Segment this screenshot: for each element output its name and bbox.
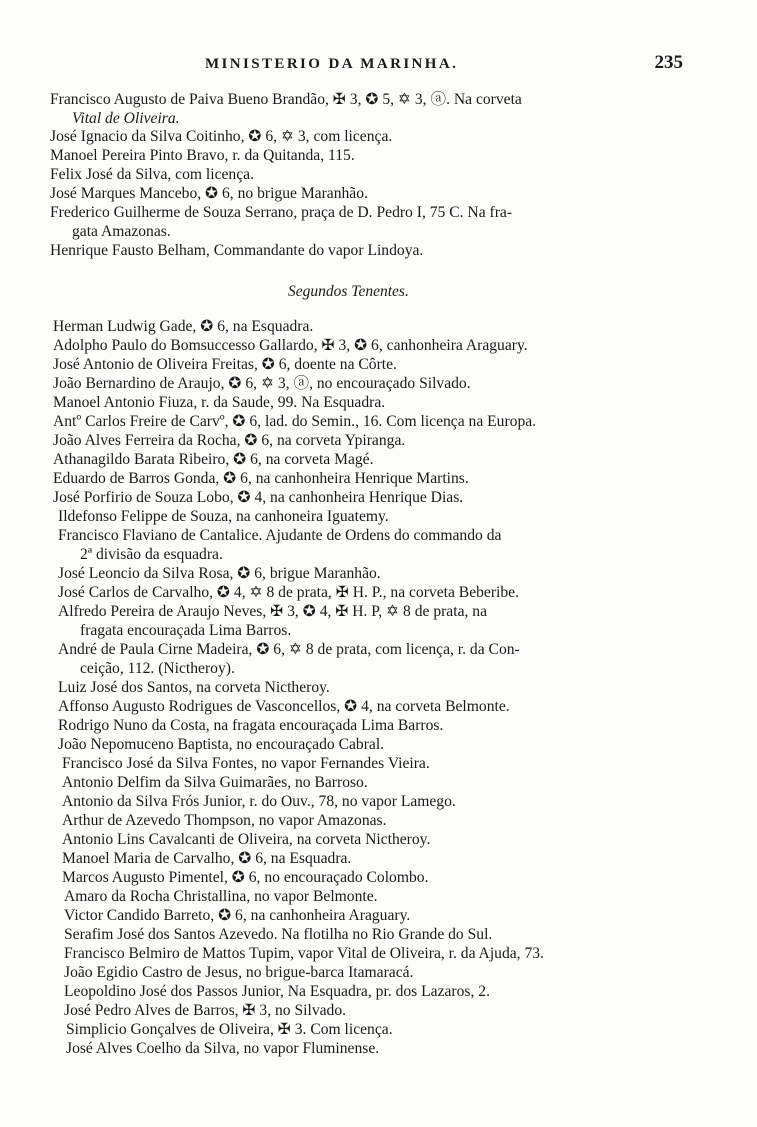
entry-line: José Carlos de Carvalho, ✪ 4, ✡ 8 de prata, ✠ H. P., na corveta Beberibe. bbox=[58, 584, 519, 601]
entry-line: José Ignacio da Silva Coitinho, ✪ 6, ✡ 3, com licença. bbox=[50, 128, 393, 145]
entry-line: Felix José da Silva, com licença. bbox=[50, 166, 254, 183]
section-heading: Segundos Tenentes. bbox=[288, 283, 409, 300]
entry-line: Antº Carlos Freire de Carvº, ✪ 6, lad. do Semin., 16. Com licença na Europa. bbox=[53, 413, 537, 430]
entry-line: Antonio da Silva Frós Junior, r. do Ouv., 78, no vapor Lamego. bbox=[62, 793, 456, 810]
entry-line: Francisco Augusto de Paiva Bueno Brandão, ✠ 3, ✪ 5, ✡ 3, ⓐ. Na corveta bbox=[50, 91, 522, 108]
entry-line: Antonio Lins Cavalcanti de Oliveira, na corveta Nictheroy. bbox=[62, 831, 431, 848]
entry-line: Manoel Pereira Pinto Bravo, r. da Quitanda, 115. bbox=[50, 147, 355, 164]
entry-line: gata Amazonas. bbox=[72, 223, 171, 240]
entry-line: Luiz José dos Santos, na corveta Nictheroy. bbox=[58, 679, 330, 696]
entry-line: João Nepomuceno Baptista, no encouraçado Cabral. bbox=[58, 736, 385, 753]
entry-line: Manoel Maria de Carvalho, ✪ 6, na Esquadra. bbox=[62, 850, 352, 867]
entry-line: Francisco José da Silva Fontes, no vapor Fernandes Vieira. bbox=[62, 755, 430, 772]
entry-line: Serafim José dos Santos Azevedo. Na flotilha no Rio Grande do Sul. bbox=[64, 926, 493, 943]
entry-line: José Alves Coelho da Silva, no vapor Fluminense. bbox=[66, 1040, 380, 1057]
entry-line: Arthur de Azevedo Thompson, no vapor Amazonas. bbox=[62, 812, 387, 829]
entry-line: André de Paula Cirne Madeira, ✪ 6, ✡ 8 de prata, com licença, r. da Con- bbox=[58, 641, 520, 658]
entry-line: Affonso Augusto Rodrigues de Vasconcellos, ✪ 4, na corveta Belmonte. bbox=[58, 698, 510, 715]
page-title: MINISTERIO DA MARINHA. bbox=[205, 56, 459, 72]
entry-line: Francisco Belmiro de Mattos Tupim, vapor Vital de Oliveira, r. da Ajuda, 73. bbox=[64, 945, 544, 962]
entry-line: Alfredo Pereira de Araujo Neves, ✠ 3, ✪ 4, ✠ H. P, ✡ 8 de prata, na bbox=[58, 603, 488, 620]
entry-line: Simplicio Gonçalves de Oliveira, ✠ 3. Com licença. bbox=[66, 1021, 393, 1038]
entry-line: José Antonio de Oliveira Freitas, ✪ 6, doente na Côrte. bbox=[53, 356, 397, 373]
entry-line: José Porfirio de Souza Lobo, ✪ 4, na canhonheira Henrique Dias. bbox=[53, 489, 464, 506]
entry-line: Vital de Oliveira. bbox=[72, 110, 180, 127]
entry-line: Herman Ludwig Gade, ✪ 6, na Esquadra. bbox=[53, 318, 314, 335]
entry-line: Adolpho Paulo do Bomsuccesso Gallardo, ✠ 3, ✪ 6, canhonheira Araguary. bbox=[53, 337, 528, 354]
entry-line: José Marques Mancebo, ✪ 6, no brigue Maranhão. bbox=[50, 185, 368, 202]
entry-line: 2ª divisão da esquadra. bbox=[80, 546, 223, 563]
entry-line: Henrique Fausto Belham, Commandante do vapor Lindoya. bbox=[50, 242, 424, 259]
entry-line: Francisco Flaviano de Cantalice. Ajudante de Ordens do commando da bbox=[58, 527, 502, 544]
entry-line: José Pedro Alves de Barros, ✠ 3, no Silvado. bbox=[64, 1002, 347, 1019]
entry-line: Ildefonso Felippe de Souza, na canhoneira Iguatemy. bbox=[58, 508, 389, 525]
entry-line: Frederico Guilherme de Souza Serrano, praça de D. Pedro I, 75 C. Na fra- bbox=[50, 204, 513, 221]
entry-line: Antonio Delfim da Silva Guimarães, no Barroso. bbox=[62, 774, 368, 791]
entry-line: ceição, 112. (Nictheroy). bbox=[80, 660, 235, 677]
entry-line: João Egidio Castro de Jesus, no brigue-barca Itamaracá. bbox=[64, 964, 414, 981]
entry-line: Marcos Augusto Pimentel, ✪ 6, no encouraçado Colombo. bbox=[62, 869, 429, 886]
entry-line: Eduardo de Barros Gonda, ✪ 6, na canhonheira Henrique Martins. bbox=[53, 470, 469, 487]
entry-line: fragata encouraçada Lima Barros. bbox=[80, 622, 292, 639]
entry-line: Victor Candido Barreto, ✪ 6, na canhonheira Araguary. bbox=[64, 907, 411, 924]
entry-line: João Alves Ferreira da Rocha, ✪ 6, na corveta Ypiranga. bbox=[53, 432, 406, 449]
page-number: 235 bbox=[654, 52, 683, 73]
entry-line: José Leoncio da Silva Rosa, ✪ 6, brigue Maranhão. bbox=[58, 565, 381, 582]
page-header bbox=[0, 52, 757, 80]
entry-line: Rodrigo Nuno da Costa, na fragata encouraçada Lima Barros. bbox=[58, 717, 444, 734]
entry-line: Amaro da Rocha Christallina, no vapor Belmonte. bbox=[64, 888, 378, 905]
entry-line: Athanagildo Barata Ribeiro, ✪ 6, na corveta Magé. bbox=[53, 451, 374, 468]
entry-line: João Bernardino de Araujo, ✪ 6, ✡ 3, ⓐ, no encouraçado Silvado. bbox=[53, 375, 471, 392]
entry-line: Manoel Antonio Fiuza, r. da Saude, 99. Na Esquadra. bbox=[53, 394, 386, 411]
entry-line: Leopoldino José dos Passos Junior, Na Esquadra, pr. dos Lazaros, 2. bbox=[64, 983, 490, 1000]
